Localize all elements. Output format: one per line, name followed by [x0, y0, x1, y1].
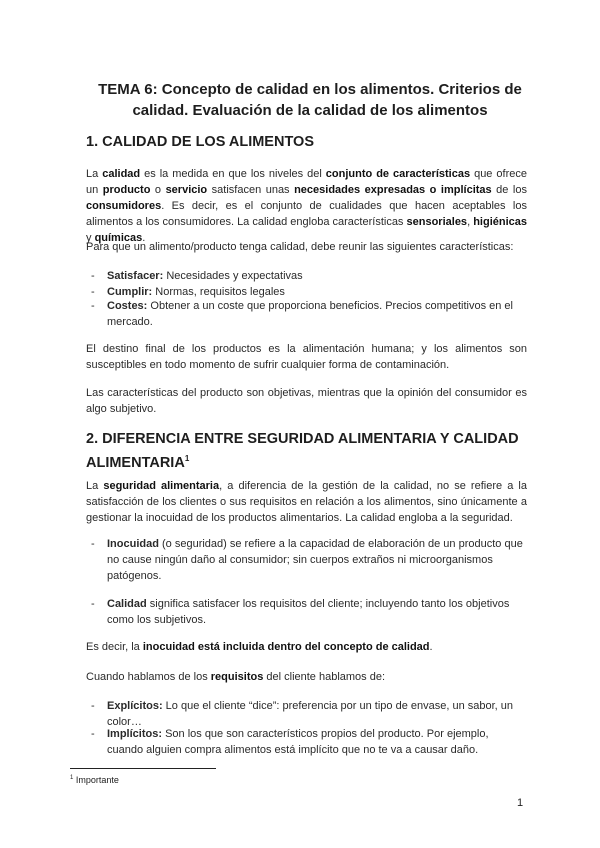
list-item: - Cumplir: Normas, requisitos legales: [91, 286, 285, 298]
document-title: TEMA 6: Concepto de calidad en los alimentos. Criterios de calidad. Evaluación de la calidad de los alimentos: [98, 81, 522, 119]
list-marker: -: [91, 700, 95, 712]
list-item: - Satisfacer: Necesidades y expectativas: [91, 270, 303, 282]
paragraph-conclusion: Es decir, la inocuidad está incluida dentro del concepto de calidad.: [86, 641, 433, 653]
list-marker: -: [91, 538, 95, 550]
paragraph-final-destination: El destino final de los productos es la alimentación humana; y los alimentos son susceptibles en todo momento de sufrir cualquier forma de contaminación.: [86, 343, 527, 371]
paragraph-food-safety: La seguridad alimentaria, a diferencia de la gestión de la calidad, no se refiere a la satisfacción de los clientes o sus requisitos en relación a los alimentos, sino únicamente a gestionar la inocuidad de los productos alimentarios. La calidad engloba a la seguridad.: [86, 480, 527, 524]
footnote-divider: [70, 768, 216, 769]
list-marker: -: [91, 598, 95, 610]
section-heading-2: 2. DIFERENCIA ENTRE SEGURIDAD ALIMENTARIA Y CALIDAD ALIMENTARIA$^1$: [86, 431, 519, 471]
list-marker: -: [91, 300, 95, 312]
section-heading-1: 1. CALIDAD DE LOS ALIMENTOS: [86, 134, 314, 150]
list-item: - Costes: Obtener a un coste que proporciona beneficios. Precios competitivos en el mercado.: [91, 300, 513, 328]
list-marker: -: [91, 286, 95, 298]
page-number: 1: [517, 797, 524, 809]
list-item: - Calidad significa satisfacer los requisitos del cliente; incluyendo tanto los objetivos como los subjetivos.: [91, 598, 510, 626]
paragraph-requirements-intro: Para que un alimento/producto tenga calidad, debe reunir las siguientes características:: [86, 241, 514, 253]
paragraph-quality-definition: La calidad es la medida en que los niveles del conjunto de características que ofrece un producto o servicio satisfacen unas necesidades expresadas o implícitas de los consumidores. Es decir, es el conjunto de cualidades que hacen aceptables los alimentos a los consumidores. La calidad engloba características sensoriales, higiénicas y químicas.: [86, 168, 527, 244]
list-marker: -: [91, 270, 95, 282]
paragraph-client-requirements: Cuando hablamos de los requisitos del cliente hablamos de:: [86, 671, 386, 683]
footnote: $^1$ Importante: [70, 775, 119, 785]
paragraph-objective-subjective: Las características del producto son objetivas, mientras que la opinión del consumidor es algo subjetivo.: [86, 387, 527, 415]
list-item: - Explícitos: Lo que el cliente “dice”: preferencia por un tipo de envase, un sabor, un color…: [91, 700, 514, 728]
list-marker: -: [91, 728, 95, 740]
list-item: - Inocuidad (o seguridad) se refiere a la capacidad de elaboración de un producto que no cause ningún daño al consumidor; sin cuerpos extraños ni microorganismos patógenos.: [91, 538, 523, 582]
list-item: - Implícitos: Son los que son característicos propios del producto. Por ejemplo, cuando alguien compra alimentos está implícito que no te va a causar daño.: [91, 728, 489, 756]
footnote-reference[interactable]: 1: [184, 454, 190, 463]
